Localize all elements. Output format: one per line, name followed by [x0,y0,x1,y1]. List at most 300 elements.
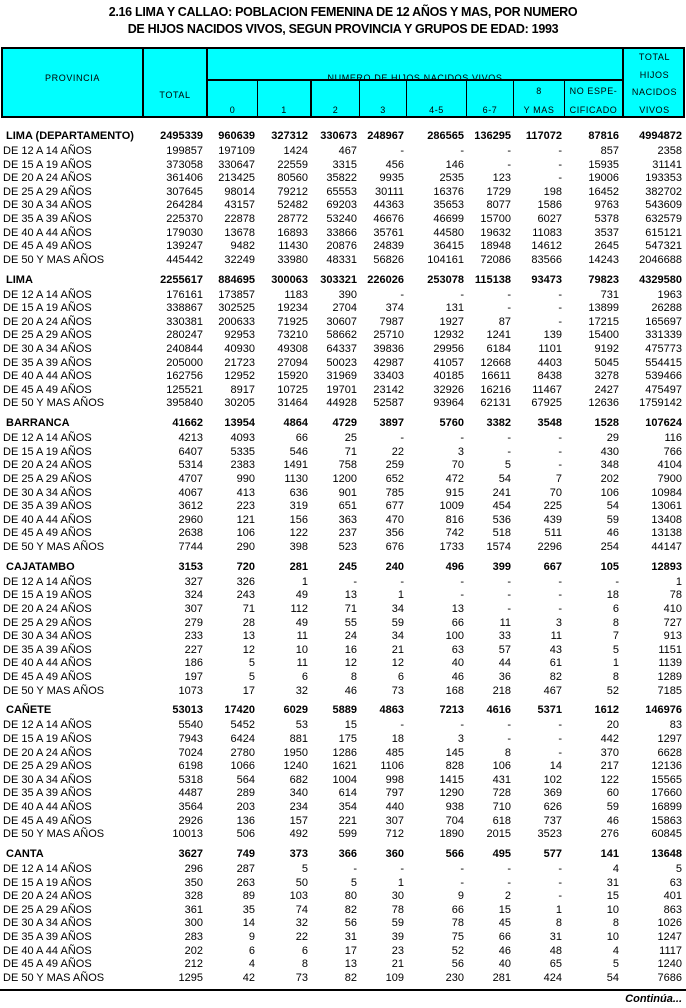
cell-value: 399 [492,560,511,573]
table-row [0,514,686,528]
cell-value: 22 [391,445,404,458]
cell-value: 70 [451,459,464,472]
cell-value: 162756 [166,370,203,383]
cell-value: 6424 [230,732,255,745]
cell-value: 248967 [367,130,404,142]
cell-value: 1295 [178,971,203,984]
row-label: DE 45 A 49 AÑOS [3,670,92,683]
cell-value: - [558,575,562,588]
table-row [0,576,686,590]
cell-value: 330647 [218,158,255,171]
cell-value: 445442 [166,253,203,266]
cell-value: 30 [391,890,404,903]
cell-value: - [400,719,404,732]
cell-value: 17 [344,944,357,957]
cell-value: - [558,158,562,171]
cell-value: 1963 [657,288,682,301]
table-row [0,917,686,931]
row-label: DE 20 A 24 AÑOS [3,459,92,472]
cell-value: 828 [445,760,464,773]
table-row [0,370,686,384]
cell-value: 485 [385,746,404,759]
cell-value: 737 [543,814,562,827]
table-row [0,172,686,186]
cell-value: 30111 [375,185,404,198]
cell-value: 226026 [367,273,404,286]
cell-value: 200633 [218,315,255,328]
cell-value: 199857 [166,145,203,157]
cell-value: 31 [606,876,619,889]
row-label: DE 12 A 14 AÑOS [3,288,92,301]
cell-value: 5318 [178,773,203,786]
cell-value: 13138 [651,527,682,540]
cell-value: 1151 [658,643,682,656]
cell-value: - [353,575,357,588]
cell-value: 29 [606,432,619,445]
cell-value: 56 [344,917,357,930]
table-row [0,945,686,959]
cell-value: 17660 [651,787,682,800]
cell-value: 44580 [433,226,464,239]
cell-value: 16216 [480,383,511,396]
cell-value: 913 [663,630,682,643]
cell-value: 18 [606,589,619,602]
header-provincia: PROVINCIA [45,73,100,83]
cell-value: 2638 [178,527,203,540]
row-label: DE 20 A 24 AÑOS [3,746,92,759]
row-label: DE 15 A 19 AÑOS [3,876,92,889]
cell-value: 390 [338,288,357,301]
row-label: DE 12 A 14 AÑOS [3,719,92,732]
cell-value: 75 [451,930,464,943]
cell-value: 122 [289,527,308,540]
row-label: DE 50 Y MAS AÑOS [3,397,105,410]
cell-value: 3278 [594,370,619,383]
cell-value: 454 [492,500,511,513]
cell-value: 2358 [657,145,682,157]
cell-value: 1139 [658,657,682,670]
cell-value: 55 [344,616,357,629]
table-row [0,657,686,671]
cell-value: 16611 [481,370,511,383]
cell-value: 31 [549,930,562,943]
cell-value: 5 [612,643,619,656]
header-col-3: 3 [380,105,386,115]
cell-value: 8 [504,746,511,759]
table-row [0,473,686,487]
cell-value: 401 [663,890,682,903]
cell-value: - [558,719,562,732]
row-label: DE 25 A 29 AÑOS [3,185,92,198]
cell-value: 6 [301,944,308,957]
cell-value: 470 [385,513,404,526]
cell-value: 8 [612,670,619,683]
row-label: DE 45 A 49 AÑOS [3,958,92,971]
table-row [0,972,686,986]
cell-value: 547321 [645,240,682,253]
cell-value: 523 [338,540,357,553]
cell-value: 21723 [224,356,255,369]
cell-value: 66 [451,616,464,629]
cell-value: 296 [184,862,203,875]
section-3 [0,558,686,702]
cell-value: 506 [236,828,255,841]
row-label: DE 30 A 34 AÑOS [3,486,92,499]
cell-value: - [558,876,562,889]
cell-value: 21 [391,643,404,656]
table-row [0,527,686,541]
cell-value: 48 [549,944,562,957]
cell-value: 25 [344,432,357,445]
table-row [0,828,686,842]
cell-value: 80 [344,890,357,903]
table-row [0,213,686,227]
cell-value: 225 [543,500,562,513]
cell-value: 73 [295,971,308,984]
cell-value: 54 [606,500,619,513]
cell-value: - [460,288,464,301]
cell-value: 15 [606,890,619,903]
cell-value: 7185 [657,684,682,697]
cell-value: 16893 [277,226,308,239]
row-label: DE 15 A 19 AÑOS [3,732,92,745]
cell-value: 54 [606,971,619,984]
cell-value: 42 [242,971,255,984]
cell-value: 65553 [326,185,357,198]
cell-value: 32 [295,917,308,930]
cell-value: 1183 [284,288,308,301]
header-divider [142,49,144,116]
cell-value: 373058 [166,158,203,171]
cell-value: 704 [445,814,464,827]
cell-value: 356 [385,527,404,540]
cell-value: 17420 [224,704,255,717]
cell-value: 70 [549,486,562,499]
cell-value: 32926 [433,383,464,396]
table-row [0,357,686,371]
cell-value: 10 [606,930,619,943]
row-label: DE 25 A 29 AÑOS [3,903,92,916]
row-label: DE 40 A 44 AÑOS [3,657,92,670]
cell-value: - [400,288,404,301]
cell-value: 27094 [277,356,308,369]
cell-value: 374 [385,302,404,315]
cell-value: 280247 [166,329,203,342]
cell-value: 710 [492,800,511,813]
cell-value: 4616 [486,704,511,717]
cell-value: 1 [675,575,682,588]
cell-value: 131 [445,302,464,315]
cell-value: 15 [344,719,357,732]
row-label: DE 15 A 19 AÑOS [3,589,92,602]
table-row [0,487,686,501]
cell-value: 884695 [218,273,255,286]
header-col-1: 1 [281,105,287,115]
cell-value: - [507,302,511,315]
cell-value: 89 [242,890,255,903]
header-col-0: 0 [229,105,236,115]
cell-value: 12952 [224,370,255,383]
cell-value: 5371 [537,704,562,717]
cell-value: 1290 [439,787,464,800]
cell-value: 11430 [278,240,308,253]
cell-value: 25710 [373,329,404,342]
cell-value: - [615,575,619,588]
cell-value: 1026 [657,917,682,930]
cell-value: 12636 [588,397,619,410]
cell-value: 676 [385,540,404,553]
cell-value: 6027 [537,212,562,225]
cell-value: - [353,862,357,875]
cell-value: 990 [236,472,255,485]
cell-value: 19234 [277,302,308,315]
row-label: DE 15 A 19 AÑOS [3,302,92,315]
section-total-row [0,558,686,576]
table-row [0,397,686,411]
cell-value: 5 [248,670,255,683]
cell-value: - [507,158,511,171]
cell-value: 73 [391,684,404,697]
cell-value: 492 [289,828,308,841]
header-total-hijos-4: VIVOS [639,105,670,115]
cell-value: 44147 [651,540,682,553]
cell-value: 1 [612,657,619,670]
cell-value: 136 [236,814,255,827]
header-col-2: 2 [332,105,339,115]
cell-value: 3 [555,616,562,629]
row-label: DE 25 A 29 AÑOS [3,329,92,342]
cell-value: 564 [236,773,255,786]
cell-value: 2296 [537,540,562,553]
cell-value: 31464 [277,397,308,410]
cell-value: 14 [242,917,255,930]
cell-value: 495 [492,847,511,860]
table-row [0,145,686,159]
cell-value: 4487 [178,787,203,800]
cell-value: 8 [350,670,357,683]
cell-value: 31 [344,930,357,943]
cell-value: 475773 [645,342,682,355]
cell-value: 240 [385,560,404,573]
cell-value: 539466 [645,370,682,383]
cell-value: - [507,432,511,445]
cell-value: 92953 [224,329,255,342]
cell-value: 29956 [433,342,464,355]
cell-value: 496 [445,560,464,573]
cell-value: 2780 [230,746,255,759]
table-row [0,254,686,268]
cell-value: 2046688 [639,253,682,266]
cell-value: 430 [600,445,619,458]
cell-value: - [558,746,562,759]
cell-value: 16 [344,643,357,656]
table-row [0,343,686,357]
cell-value: 1200 [332,472,357,485]
cell-value: 1528 [594,417,619,430]
section-total-row [0,414,686,432]
cell-value: 331339 [645,329,682,342]
cell-value: 52587 [373,397,404,410]
cell-value: 1066 [230,760,255,773]
cell-value: 1241 [486,329,511,342]
cell-value: 712 [385,828,404,841]
cell-value: 241 [492,486,511,499]
cell-value: 59 [606,800,619,813]
cell-value: 83 [669,719,682,732]
cell-value: 15700 [480,212,511,225]
row-label: DE 50 Y MAS AÑOS [3,828,105,841]
cell-value: 4329580 [639,273,682,286]
cell-value: 12 [344,657,357,670]
cell-value: 3315 [332,158,357,171]
cell-value: 66 [451,903,464,916]
cell-value: 253078 [427,273,464,286]
cell-value: 4 [612,944,619,957]
cell-value: 785 [385,486,404,499]
cell-value: 233 [184,630,203,643]
cell-value: 11 [550,630,562,643]
cell-value: 731 [600,288,619,301]
row-label: DE 50 Y MAS AÑOS [3,253,105,266]
cell-value: 1733 [439,540,464,553]
cell-value: 31969 [326,370,357,383]
cell-value: 5335 [230,445,255,458]
table-row [0,446,686,460]
cell-value: 4994872 [639,130,682,142]
cell-value: 7987 [379,315,404,328]
section-1 [0,271,686,415]
cell-value: 1240 [657,958,682,971]
cell-value: 1009 [439,500,464,513]
cell-value: 263 [236,876,255,889]
cell-value: 7943 [178,732,203,745]
cell-value: 4864 [283,417,308,430]
cell-value: 370 [600,746,619,759]
cell-value: 6029 [283,704,308,717]
cell-value: 4 [612,862,619,875]
cell-value: 41662 [172,417,203,430]
cell-value: 467 [338,145,357,157]
cell-value: 340 [289,787,308,800]
cell-value: 431 [492,773,511,786]
cell-value: 46 [606,527,619,540]
cell-value: 20876 [326,240,357,253]
cell-value: 758 [338,459,357,472]
cell-value: 82 [344,903,357,916]
cell-value: 52482 [277,199,308,212]
cell-value: 79823 [588,273,619,286]
cell-value: 145 [445,746,464,759]
row-label: DE 50 Y MAS AÑOS [3,971,105,984]
row-label: DE 35 A 39 AÑOS [3,500,92,513]
cell-value: 13061 [651,500,682,513]
cell-value: 46 [498,944,511,957]
cell-value: 16899 [651,800,682,813]
cell-value: 9 [248,930,255,943]
cell-value: - [507,445,511,458]
cell-value: 354 [338,800,357,813]
row-label: DE 35 A 39 AÑOS [3,643,92,656]
cell-value: 4093 [230,432,255,445]
cell-value: 289 [236,787,255,800]
cell-value: 123 [492,172,511,185]
cell-value: 5 [675,862,682,875]
cell-value: 1574 [486,540,511,553]
table-row [0,733,686,747]
cell-value: 69203 [326,199,357,212]
row-label: DE 40 A 44 AÑOS [3,944,92,957]
cell-value: 1759142 [639,397,682,410]
table-row [0,432,686,446]
row-label: DE 20 A 24 AÑOS [3,315,92,328]
table-row [0,589,686,603]
header-total: TOTAL [159,90,191,100]
cell-value: 87816 [588,130,619,142]
cell-value: 1 [555,903,562,916]
cell-value: 71 [242,602,255,615]
row-label: DE 35 A 39 AÑOS [3,930,92,943]
cell-value: 682 [289,773,308,786]
cell-value: 221 [338,814,357,827]
row-label: DE 12 A 14 AÑOS [3,145,92,157]
cell-value: 5 [612,958,619,971]
cell-value: 6 [248,944,255,957]
cell-value: 6184 [486,342,511,355]
cell-value: 136295 [474,130,511,142]
cell-value: 39 [391,930,404,943]
cell-value: 1106 [380,760,404,773]
table-row [0,958,686,972]
cell-value: 59 [391,917,404,930]
cell-value: 636 [289,486,308,499]
cell-value: 300063 [271,273,308,286]
cell-value: 442 [600,732,619,745]
cell-value: 109 [385,971,404,984]
cell-value: - [400,145,404,157]
row-label: DE 20 A 24 AÑOS [3,602,92,615]
cell-value: 23 [391,944,404,957]
cell-value: 59 [606,513,619,526]
row-label: DE 15 A 19 AÑOS [3,158,92,171]
cell-value: 14 [549,760,562,773]
row-label: CANTA [6,847,44,860]
header-total-hijos-1: TOTAL [638,52,671,62]
cell-value: 286565 [427,130,464,142]
cell-value: 857 [600,145,619,157]
cell-value: 117072 [525,130,562,142]
cell-value: 1415 [439,773,464,786]
cell-value: 1004 [332,773,357,786]
cell-value: 13408 [651,513,682,526]
cell-value: 1927 [439,315,464,328]
cell-value: 11 [296,657,308,670]
cell-value: 186 [184,657,203,670]
cell-value: 79212 [277,185,308,198]
cell-value: 71 [344,445,357,458]
cell-value: 82 [344,971,357,984]
table-row [0,159,686,173]
cell-value: 28 [242,616,255,629]
cell-value: 71 [344,602,357,615]
cell-value: 217 [600,760,619,773]
cell-value: 727 [663,616,682,629]
cell-value: 4863 [379,704,404,717]
cell-value: 410 [663,602,682,615]
cell-value: 46 [606,814,619,827]
cell-value: 45 [498,917,511,930]
cell-value: 1289 [657,670,682,683]
table-row [0,227,686,241]
